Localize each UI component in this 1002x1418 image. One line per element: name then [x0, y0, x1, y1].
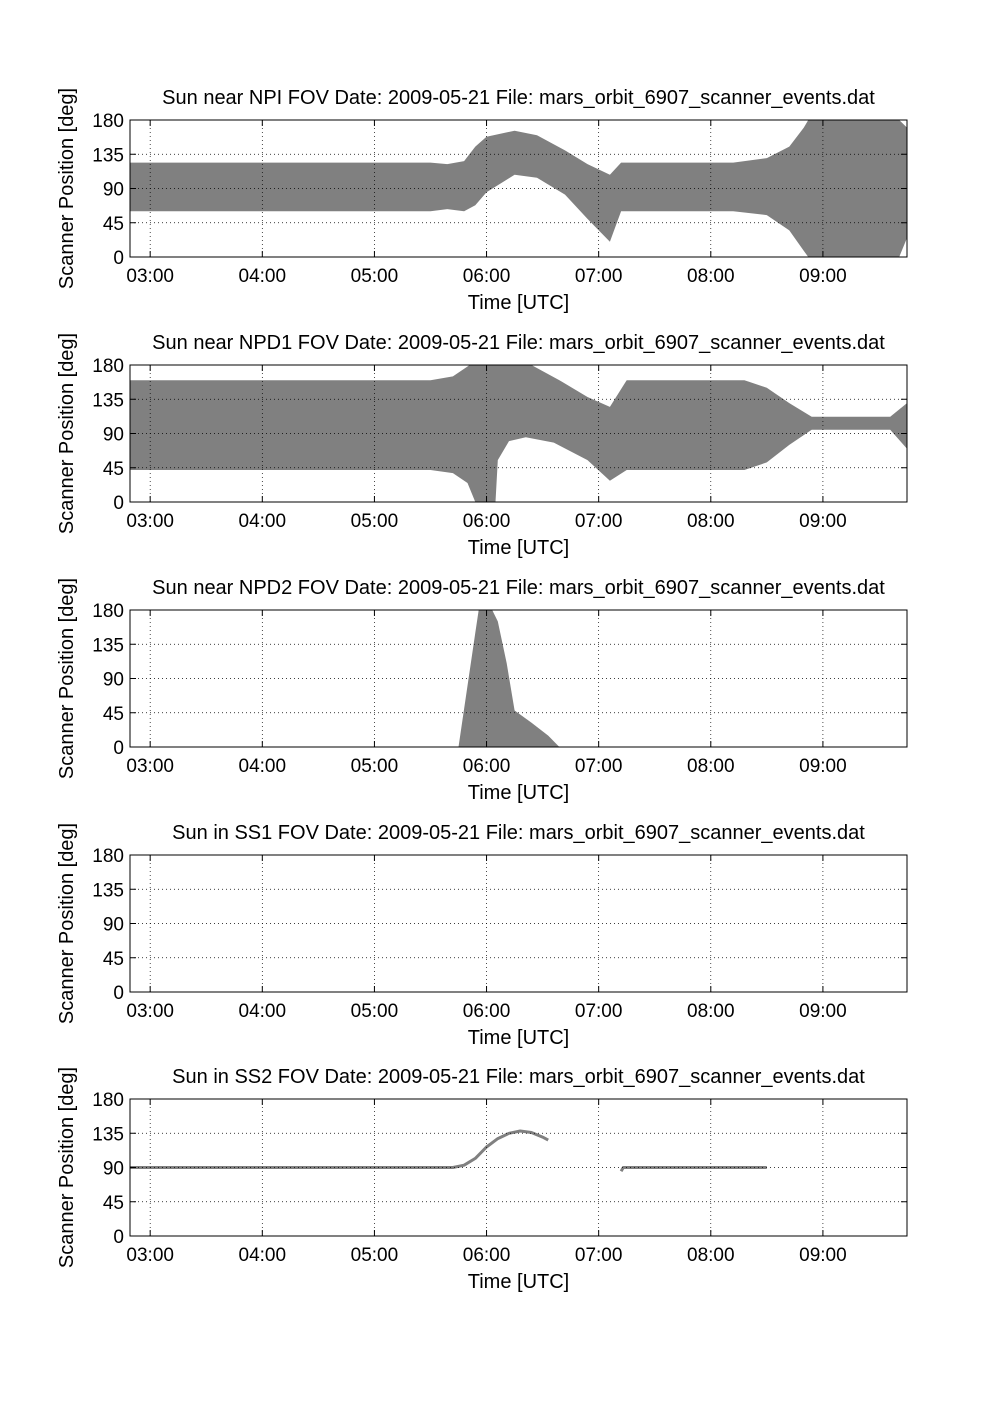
x-axis-label: Time [UTC] [467, 782, 570, 804]
x-tick-label: 06:00 [462, 266, 511, 287]
y-tick-label: 90 [102, 179, 124, 201]
x-tick-label: 05:00 [350, 266, 399, 287]
chart-title: Sun near NPD1 FOV Date: 2009-05-21 File: mars_orbit_6907_scanner_events.dat [152, 332, 885, 354]
x-tick-label: 03:00 [126, 1001, 174, 1022]
x-tick-label: 03:00 [126, 511, 174, 532]
y-axis-label: Scanner Position [deg] [56, 577, 78, 780]
x-tick-label: 07:00 [574, 756, 623, 777]
x-tick-label: 08:00 [687, 756, 735, 777]
y-tick-label: 45 [102, 213, 124, 235]
x-tick-label: 04:00 [238, 756, 287, 777]
chart-title: Sun in SS2 FOV Date: 2009-05-21 File: mars_orbit_6907_scanner_events.dat [172, 1066, 865, 1088]
y-tick-label: 180 [92, 111, 124, 132]
y-tick-label: 45 [102, 458, 124, 480]
chart-title: Sun near NPD2 FOV Date: 2009-05-21 File: mars_orbit_6907_scanner_events.dat [152, 577, 885, 599]
y-tick-label: 45 [102, 703, 124, 725]
x-tick-label: 05:00 [350, 756, 399, 777]
subplot-4 [56, 822, 907, 1049]
y-tick-label: 0 [113, 493, 124, 514]
x-tick-label: 04:00 [238, 1001, 287, 1022]
y-axis-label: Scanner Position [deg] [56, 332, 78, 535]
y-tick-label: 180 [92, 601, 124, 622]
x-tick-label: 04:00 [238, 511, 287, 532]
y-axis-label: Scanner Position [deg] [56, 87, 78, 290]
y-tick-label: 135 [92, 880, 124, 902]
y-tick-label: 90 [102, 424, 124, 446]
subplot-3 [56, 577, 907, 804]
x-tick-label: 08:00 [687, 511, 735, 532]
x-tick-label: 09:00 [799, 266, 847, 287]
y-tick-label: 135 [92, 635, 124, 657]
x-tick-label: 03:00 [126, 266, 174, 287]
y-tick-label: 135 [92, 145, 124, 167]
subplot-2 [56, 332, 907, 559]
y-tick-label: 0 [113, 983, 124, 1004]
x-tick-label: 08:00 [687, 1001, 735, 1022]
x-tick-label: 06:00 [462, 756, 511, 777]
y-tick-label: 135 [92, 390, 124, 412]
x-tick-label: 07:00 [574, 511, 623, 532]
y-tick-label: 45 [102, 948, 124, 970]
x-tick-label: 06:00 [462, 511, 511, 532]
y-tick-label: 180 [92, 846, 124, 867]
x-tick-label: 04:00 [238, 266, 287, 287]
subplot-1 [56, 87, 907, 314]
x-axis-label: Time [UTC] [467, 292, 570, 314]
y-tick-label: 0 [113, 248, 124, 269]
x-tick-label: 04:00 [238, 1245, 287, 1266]
y-tick-label: 180 [92, 356, 124, 377]
x-tick-label: 08:00 [687, 1245, 735, 1266]
x-tick-label: 09:00 [799, 1245, 847, 1266]
x-tick-label: 05:00 [350, 1245, 399, 1266]
x-axis-label: Time [UTC] [467, 537, 570, 559]
x-tick-label: 09:00 [799, 756, 847, 777]
x-tick-label: 07:00 [574, 266, 623, 287]
x-tick-label: 03:00 [126, 756, 174, 777]
y-tick-label: 135 [92, 1124, 124, 1146]
y-axis-label: Scanner Position [deg] [56, 1066, 78, 1269]
x-tick-label: 03:00 [126, 1245, 174, 1266]
y-tick-label: 0 [113, 1227, 124, 1248]
x-tick-label: 09:00 [799, 511, 847, 532]
x-tick-label: 05:00 [350, 1001, 399, 1022]
x-tick-label: 08:00 [687, 266, 735, 287]
x-axis-label: Time [UTC] [467, 1027, 570, 1049]
x-axis-label: Time [UTC] [467, 1271, 570, 1293]
x-tick-label: 07:00 [574, 1001, 623, 1022]
x-tick-label: 07:00 [574, 1245, 623, 1266]
y-tick-label: 45 [102, 1192, 124, 1214]
chart-title: Sun near NPI FOV Date: 2009-05-21 File: mars_orbit_6907_scanner_events.dat [162, 87, 875, 109]
y-tick-label: 0 [113, 738, 124, 759]
x-tick-label: 09:00 [799, 1001, 847, 1022]
y-axis-label: Scanner Position [deg] [56, 822, 78, 1025]
x-tick-label: 05:00 [350, 511, 399, 532]
y-tick-label: 90 [102, 1158, 124, 1180]
y-tick-label: 90 [102, 914, 124, 936]
y-tick-label: 90 [102, 669, 124, 691]
y-tick-label: 180 [92, 1090, 124, 1111]
x-tick-label: 06:00 [462, 1245, 511, 1266]
chart-title: Sun in SS1 FOV Date: 2009-05-21 File: mars_orbit_6907_scanner_events.dat [172, 822, 865, 844]
x-tick-label: 06:00 [462, 1001, 511, 1022]
subplot-5 [56, 1066, 907, 1293]
